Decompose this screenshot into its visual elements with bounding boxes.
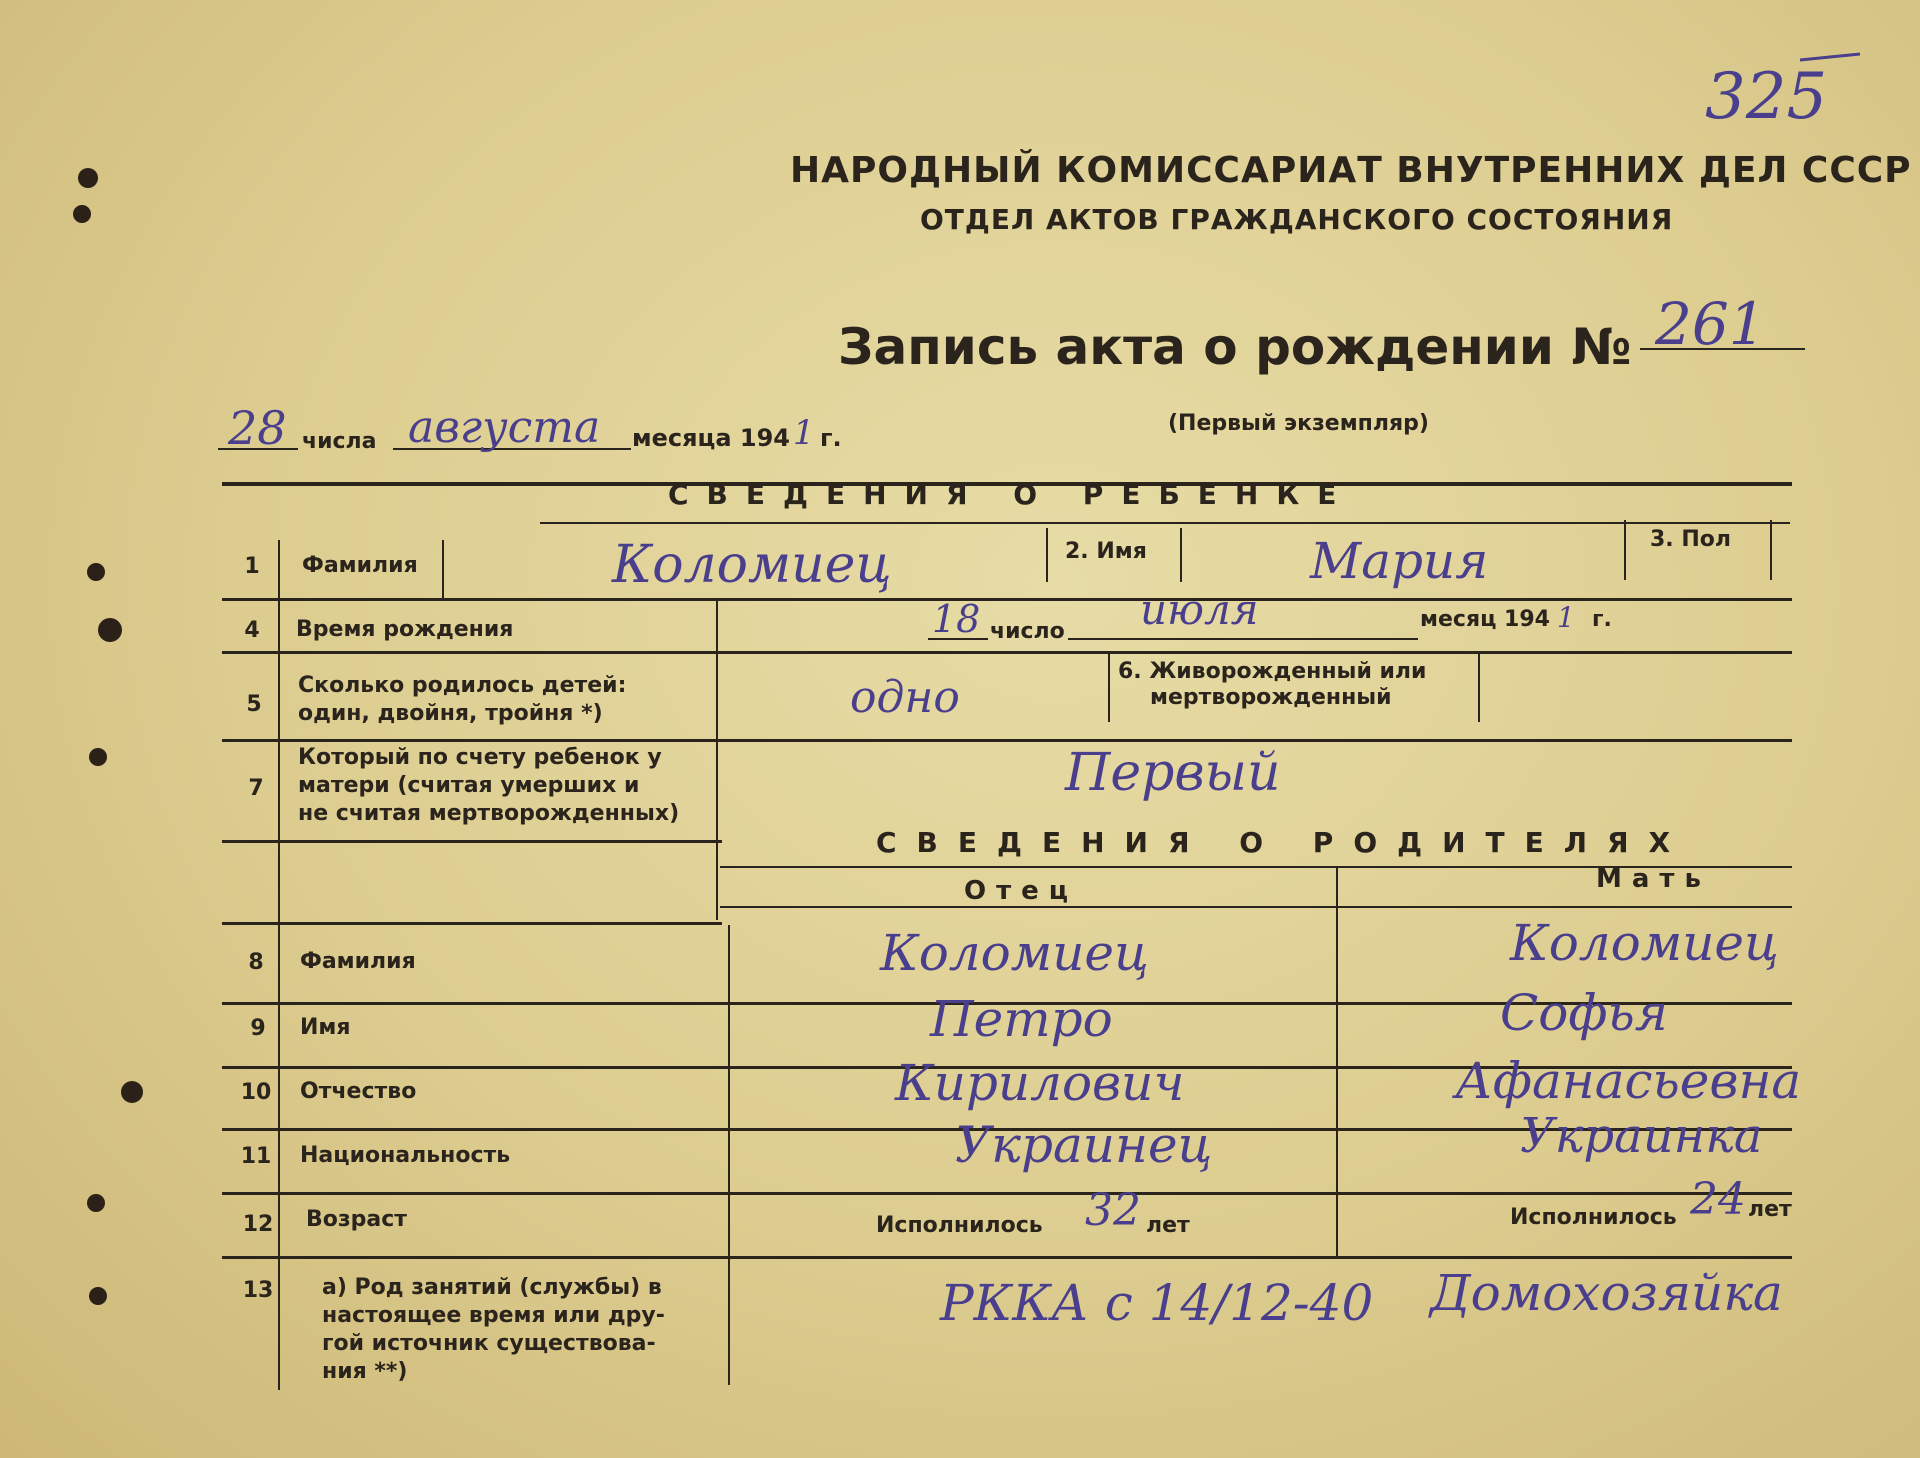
mother-age-value: 24 — [1690, 1174, 1746, 1225]
child-name-label: 2. Имя — [1065, 539, 1147, 564]
birth-time-label: Время рождения — [296, 617, 514, 642]
live-born-label-line2: мертворожденный — [1150, 685, 1392, 710]
parent-patronymic-label: Отчество — [300, 1079, 417, 1104]
father-patronymic-value: Кирилович — [895, 1054, 1185, 1112]
row-number-5: 5 — [246, 692, 262, 717]
row-number-12: 12 — [242, 1212, 274, 1237]
row-number-1: 1 — [244, 554, 260, 579]
occupation-label-line3: гой источник существова- — [322, 1331, 656, 1356]
row-number-8: 8 — [248, 950, 264, 975]
father-occupation-value: РККА с 14/12-40 — [940, 1274, 1374, 1332]
children-count-label-line2: один, двойня, тройня *) — [298, 701, 603, 726]
mother-nationality-value: Украинка — [1520, 1108, 1763, 1164]
birth-day-value: 18 — [932, 597, 981, 641]
copy-note: (Первый экземпляр) — [1168, 411, 1429, 436]
year-suffix: г. — [820, 424, 842, 452]
department-heading: ОТДЕЛ АКТОВ ГРАЖДАНСКОГО СОСТОЯНИЯ — [920, 203, 1674, 236]
father-age-value: 32 — [1085, 1185, 1141, 1236]
father-surname-value: Коломиец — [880, 924, 1149, 982]
row-number-11: 11 — [240, 1144, 272, 1169]
record-number-text: 261 — [1655, 290, 1766, 358]
mother-occupation-value: Домохозяйка — [1430, 1264, 1783, 1322]
birth-month-label: месяц 194 — [1420, 607, 1550, 632]
parent-name-label: Имя — [300, 1015, 351, 1040]
day-label: числа — [302, 429, 377, 454]
parent-nationality-label: Национальность — [300, 1143, 511, 1168]
father-header: Отец — [964, 876, 1079, 906]
child-name-value: Мария — [1310, 532, 1489, 590]
mother-header: Мать — [1596, 864, 1711, 894]
child-surname-value: Коломиец — [612, 535, 892, 595]
father-years-label: лет — [1146, 1213, 1190, 1238]
mother-surname-value: Коломиец — [1510, 914, 1779, 972]
birth-year-suffix: г. — [1592, 607, 1612, 632]
mother-years-label: лет — [1748, 1197, 1792, 1222]
parent-surname-label: Фамилия — [300, 949, 416, 974]
child-sex-label: 3. Пол — [1650, 527, 1731, 552]
row-number-10: 10 — [240, 1080, 272, 1105]
birth-day-label: число — [990, 619, 1065, 644]
row-number-13: 13 — [242, 1278, 274, 1303]
birth-order-label-line1: Который по счету ребенок у — [298, 745, 662, 770]
father-age-completed-label: Исполнилось — [876, 1213, 1043, 1238]
age-label: Возраст — [306, 1207, 408, 1232]
birth-order-label-line2: матери (считая умерших и — [298, 773, 640, 798]
row-number-4: 4 — [244, 618, 260, 643]
birth-month-value: июля — [1140, 585, 1259, 634]
parents-section-title: СВЕДЕНИЯ О РОДИТЕЛЯХ — [876, 826, 1691, 859]
children-count-label-line1: Сколько родилось детей: — [298, 673, 627, 698]
child-section-title: СВЕДЕНИЯ О РЕБЕНКЕ — [668, 478, 1355, 511]
date-year-digit-text: 1 — [793, 413, 815, 453]
live-born-label-line1: 6. Живорожденный или — [1118, 659, 1427, 684]
mother-patronymic-value: Афанасьевна — [1455, 1052, 1802, 1110]
page-number-text: 325 — [1705, 60, 1828, 134]
row-number-9: 9 — [250, 1016, 266, 1041]
occupation-label-line2: настоящее время или дру- — [322, 1303, 665, 1328]
mother-age-completed-label: Исполнилось — [1510, 1205, 1677, 1230]
ministry-heading: НАРОДНЫЙ КОМИССАРИАТ ВНУТРЕННИХ ДЕЛ СССР — [790, 150, 1912, 191]
birth-order-label-line3: не считая мертворожденных) — [298, 801, 680, 826]
birth-order-value: Первый — [1065, 743, 1281, 803]
occupation-label-line1: а) Род занятий (службы) в — [322, 1275, 662, 1300]
occupation-label-line4: ния **) — [322, 1359, 408, 1384]
birth-year-digit-value: 1 — [1557, 601, 1575, 634]
date-month-text: августа — [408, 402, 601, 453]
record-title: Запись акта о рождении № — [838, 318, 1632, 376]
child-surname-label: Фамилия — [302, 553, 418, 578]
children-count-value: одно — [850, 672, 960, 723]
father-name-value: Петро — [930, 990, 1113, 1048]
month-label: месяца 194 — [632, 424, 790, 452]
father-nationality-value: Украинец — [955, 1116, 1213, 1174]
mother-name-value: Софья — [1500, 984, 1668, 1042]
row-number-7: 7 — [248, 776, 264, 801]
date-day-text: 28 — [228, 401, 287, 455]
